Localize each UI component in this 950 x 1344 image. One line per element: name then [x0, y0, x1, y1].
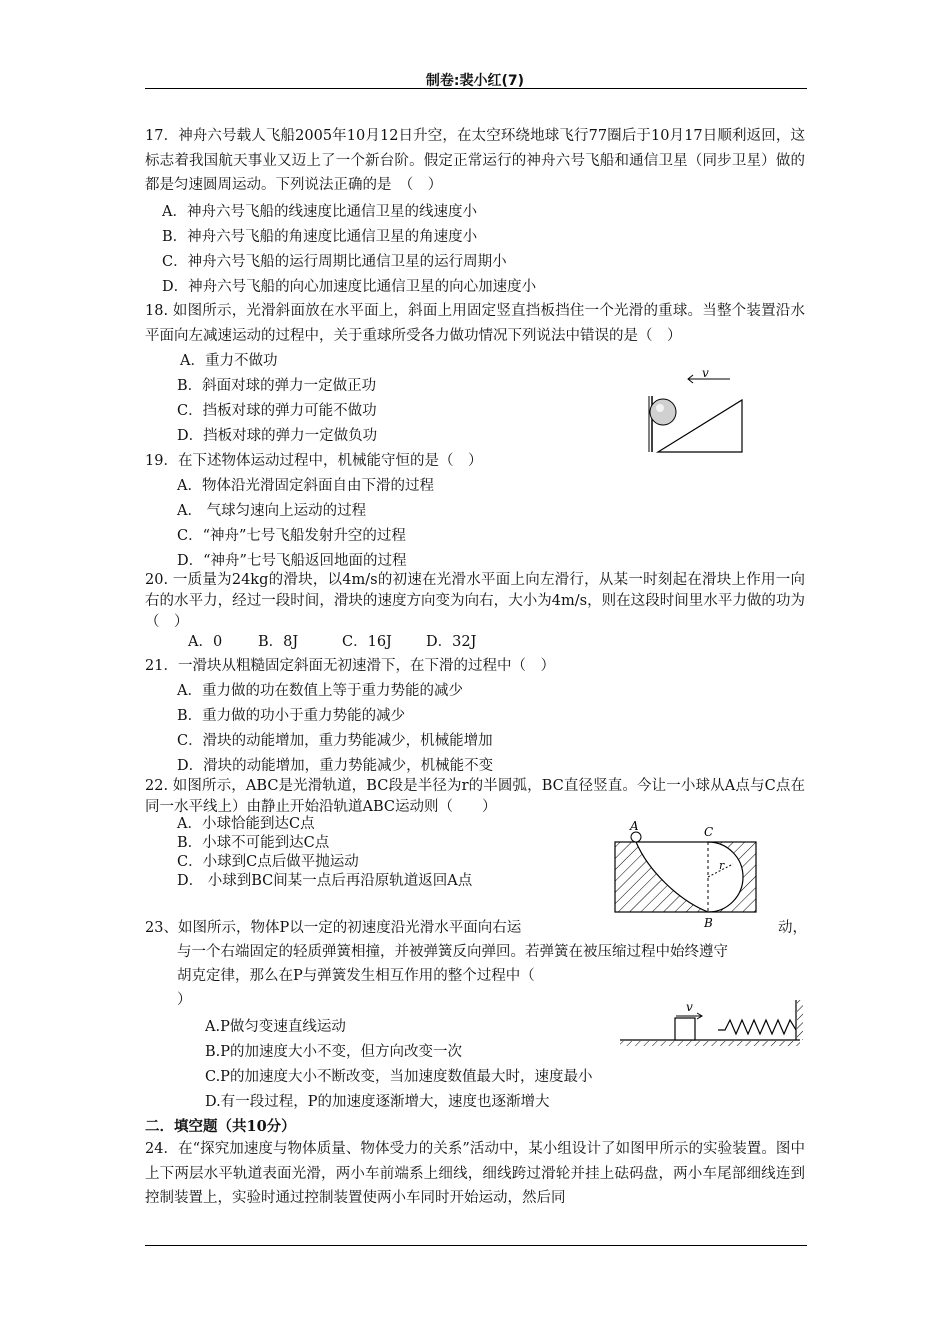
q23-option-b: B.P的加速度大小不变，但方向改变一次 [205, 1044, 463, 1060]
q23-option-c: C.P的加速度大小不断改变，当加速度数值最大时，速度最小 [205, 1069, 593, 1085]
q22-track-figure [608, 820, 763, 932]
page-header: 制卷:裴小红(7) [425, 73, 525, 89]
q22-option-c: C．小球到C点后做平抛运动 [177, 854, 359, 870]
q19-stem: 19．在下述物体运动过程中，机械能守恒的是（ ） [145, 453, 483, 469]
q21-option-d: D．滑块的动能增加，重力势能减少，机械能不变 [177, 758, 494, 774]
q23-spring-figure [618, 1000, 810, 1052]
footer-rule [145, 1245, 807, 1246]
header-rule [145, 88, 807, 89]
q23-stem-line2: 与一个右端固定的轻质弹簧相撞，并被弹簧反向弹回。若弹簧在被压缩过程中始终遵守 [177, 944, 728, 960]
q19-option-b: A． 气球匀速向上运动的过程 [177, 503, 367, 519]
q23-velocity-label: v [686, 1000, 693, 1014]
q19-option-d: D．“神舟”七号飞船返回地面的过程 [177, 553, 407, 569]
q17-option-b: B．神舟六号飞船的角速度比通信卫星的角速度小 [162, 229, 478, 245]
section-2-title: 二．填空题（共10分） [145, 1118, 296, 1135]
q20-option-d: D．32J [426, 634, 477, 650]
q17-option-a: A．神舟六号飞船的线速度比通信卫星的线速度小 [162, 204, 477, 220]
q18-velocity-label: v [702, 366, 709, 380]
q22-option-a: A．小球恰能到达C点 [177, 816, 315, 832]
q23-stem-line3: 胡克定律，那么在P与弹簧发生相互作用的整个过程中（ [177, 968, 535, 984]
q19-option-a: A．物体沿光滑固定斜面自由下滑的过程 [177, 478, 434, 494]
q18-stem: 18. 如图所示，光滑斜面放在水平面上，斜面上用固定竖直挡板挡住一个光滑的重球。当整个装置沿水平面向左减速运动的过程中，关于重球所受各力做功情况下列说法中错误的是（ ） [145, 303, 805, 344]
q18-option-b: B．斜面对球的弹力一定做正功 [177, 378, 377, 394]
q18-option-d: D．挡板对球的弹力一定做负功 [177, 428, 378, 444]
q20-option-a: A．0 [188, 634, 223, 650]
q22-stem: 22. 如图所示，ABC是光滑轨道，BC段是半径为r的半圆弧，BC直径竖直。今让一小球从A点与C点在同一水平线上）由静止开始沿轨道ABC运动则（ ） [145, 778, 805, 815]
q20-option-c: C．16J [342, 634, 392, 650]
q24-stem: 24．在“探究加速度与物体质量、物体受力的关系”活动中，某小组设计了如图甲所示的实验装置。图中上下两层水平轨道表面光滑，两小车前端系上细线，细线跨过滑轮并挂上砝码盘，两小车尾部细线连到控制装置上，实验时通过控制装置使两小车同时开始运动，然后同 [145, 1141, 805, 1206]
q17-option-c: C．神舟六号飞船的运行周期比通信卫星的运行周期小 [162, 254, 507, 270]
q19-option-c: C．“神舟”七号飞船发射升空的过程 [177, 528, 406, 544]
q23-stem-line4: ） [177, 992, 192, 1008]
q22-radius-label: r [719, 859, 725, 872]
q18-option-a: A．重力不做功 [180, 353, 278, 369]
q22-point-a-label: A [630, 819, 639, 833]
q23-stem-line1-end: 动， [778, 920, 807, 936]
q22-point-b-label: B [704, 916, 713, 930]
q20-option-b: B．8J [258, 634, 299, 650]
q20-stem: 20. 一质量为24kg的滑块，以4m/s的初速在光滑水平面上向左滑行，从某一时刻起在滑块上作用一向右的水平力，经过一段时间，滑块的速度方向变为向右，大小为4m/s，则在这段时间里水平力做的功为（ ） [145, 572, 805, 630]
q23-option-a: A.P做匀变速直线运动 [205, 1019, 346, 1035]
q22-option-b: B．小球不可能到达C点 [177, 835, 330, 851]
q21-option-a: A．重力做的功在数值上等于重力势能的减少 [177, 683, 463, 699]
q17-option-d: D．神舟六号飞船的向心加速度比通信卫星的向心加速度小 [162, 279, 537, 295]
q18-incline-figure [640, 366, 750, 456]
q22-option-d: D． 小球到BC间某一点后再沿原轨道返回A点 [177, 873, 473, 889]
q21-option-b: B．重力做的功小于重力势能的减少 [177, 708, 406, 724]
q21-stem: 21．一滑块从粗糙固定斜面无初速滑下，在下滑的过程中（ ） [145, 658, 555, 674]
q22-point-c-label: C [704, 825, 714, 839]
q23-stem-line1: 23、如图所示，物体P以一定的初速度沿光滑水平面向右运 [145, 920, 522, 936]
q17-stem: 17．神舟六号载人飞船2005年10月12日升空，在太空环绕地球飞行77圈后于10月17日顺利返回，这标志着我国航天事业又迈上了一个新台阶。假定正常运行的神舟六号飞船和通信卫星（同步卫星）做的都是匀速圆周运动。下列说法正确的是 （ ） [145, 128, 805, 193]
q18-option-c: C．挡板对球的弹力可能不做功 [177, 403, 377, 419]
q23-option-d: D.有一段过程，P的加速度逐渐增大，速度也逐渐增大 [205, 1094, 550, 1110]
q21-option-c: C．滑块的动能增加，重力势能减少，机械能增加 [177, 733, 493, 749]
